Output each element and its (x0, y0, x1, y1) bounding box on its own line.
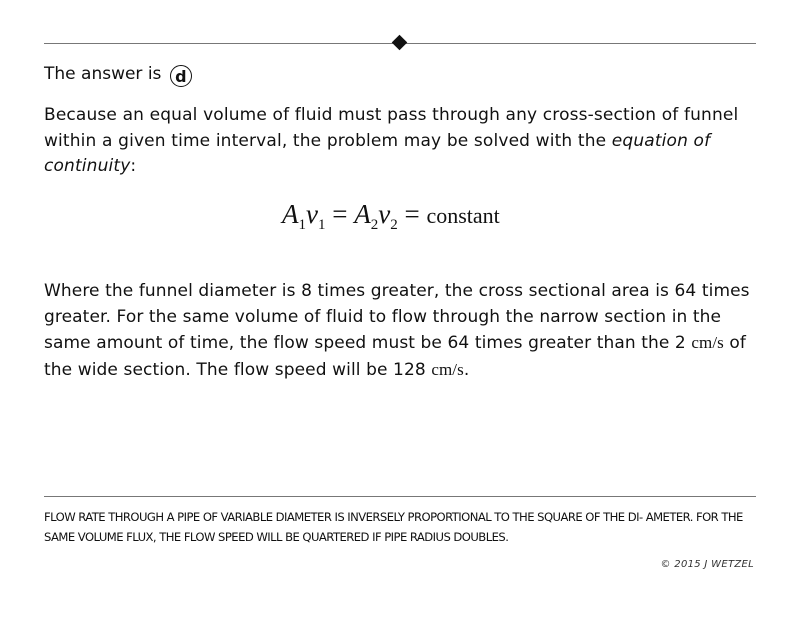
solution-text-2: of the wide section. The flow speed will be 128 (44, 333, 746, 380)
explanation-text-end: : (130, 156, 137, 176)
eq-area-1: A (282, 199, 299, 229)
speed-unit-1: cm/s (691, 333, 724, 352)
speed-unit-2: cm/s (431, 359, 464, 379)
diamond-ornament-icon (392, 35, 408, 51)
solution-paragraph (44, 279, 758, 383)
eq-equals-1: = (325, 199, 355, 229)
answer-prefix: The answer is (44, 64, 162, 84)
eq-velocity-1-sub: 1 (317, 217, 326, 233)
footnote: FLOW RATE THROUGH A PIPE OF VARIABLE DIAMETER IS INVERSELY PROPORTIONAL TO THE SQUARE OF THE DI- AMETER. FOR THE SAME VOLUME FLUX, THE FLOW SPEED WILL BE QUARTERED IF PIPE RADIUS DOUBLES. (44, 510, 743, 544)
eq-velocity-2: v (378, 199, 391, 229)
solution-text-3: . (463, 359, 470, 380)
solution-text-1: Where the funnel diameter is 8 times greater, the cross sectional area is 64 times greater. For the same volume of fluid to flow through the narrow section in the same amount of time, the flow speed must be 64 times greater than the 2 (44, 281, 750, 353)
eq-equals-2: = (397, 199, 427, 229)
eq-area-2: A (354, 199, 371, 229)
eq-area-1-sub: 1 (298, 217, 306, 233)
equation-of-continuity-term: equation of continuity (44, 130, 711, 176)
eq-velocity-1: v (306, 199, 318, 229)
answer-letter-badge: d (170, 65, 192, 87)
continuity-equation (282, 196, 500, 234)
explanation-text-start: Because an equal volume of fluid must pass through any cross-section of funnel within a given time interval, the problem may be solved with the (44, 105, 739, 151)
copyright-notice: © 2015 J WETZEL (660, 559, 754, 570)
explanation-paragraph (44, 103, 758, 180)
answer-line (44, 62, 192, 87)
eq-velocity-2-sub: 2 (390, 217, 398, 233)
eq-area-2-sub: 2 (370, 217, 379, 233)
bottom-divider (44, 496, 756, 497)
eq-constant: constant (426, 203, 500, 228)
